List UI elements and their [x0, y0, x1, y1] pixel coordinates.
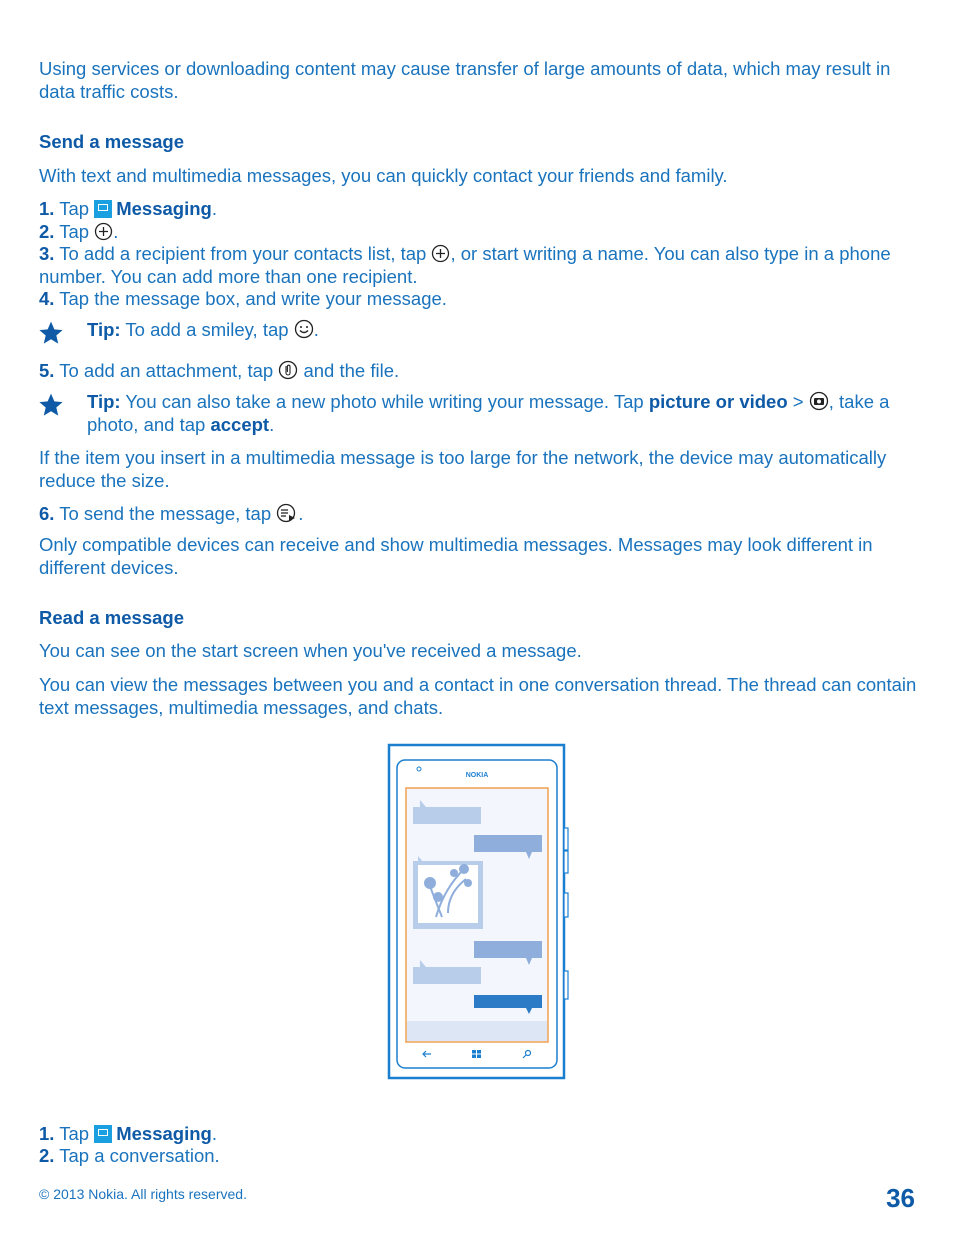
tip-text: > — [792, 391, 804, 412]
step-text: , or start writing a name. You can also type in a phone number. You can add more than one recipient. — [39, 243, 891, 287]
step-number: 2. — [39, 1145, 55, 1166]
camera-icon — [809, 391, 829, 411]
send-step-1 — [39, 198, 919, 221]
step-number: 2. — [39, 221, 55, 242]
send-step-4 — [39, 288, 919, 311]
tip-text: , take a photo, and tap — [87, 391, 890, 435]
step-text: To send the message, tap — [59, 503, 272, 524]
step-text: Tap — [59, 1123, 90, 1144]
step-text: . — [113, 221, 119, 242]
step-number: 5. — [39, 360, 55, 381]
smiley-icon — [294, 319, 314, 339]
step-text: To add a recipient from your contacts list, tap — [59, 243, 427, 264]
add-circle-icon — [431, 244, 450, 263]
send-step-5 — [39, 360, 919, 383]
send-heading: Send a message — [39, 131, 184, 152]
accept-label: accept — [210, 413, 270, 435]
messaging-label: Messaging — [116, 1123, 212, 1144]
step-number: 3. — [39, 243, 55, 264]
read-step-1 — [39, 1123, 919, 1146]
paperclip-icon — [278, 360, 298, 380]
tip-label: Tip: — [87, 391, 121, 412]
tip-smiley — [87, 319, 919, 342]
page-number: 36 — [886, 1183, 915, 1213]
read-paragraph-2: You can view the messages between you and a contact in one conversation thread. The thread can contain text messages, multimedia messages, and chats. — [39, 674, 917, 718]
step-text: Tap — [59, 221, 90, 242]
step-text: and the file. — [303, 360, 400, 381]
messaging-app-icon — [94, 200, 112, 218]
step-text: To add an attachment, tap — [59, 360, 274, 381]
read-step-2 — [39, 1145, 919, 1168]
read-heading: Read a message — [39, 607, 185, 628]
messaging-label: Messaging — [116, 198, 212, 219]
star-icon — [38, 320, 64, 346]
step-text: . — [211, 198, 217, 219]
tip-text: You can also take a new photo while writing your message. Tap — [125, 391, 644, 412]
step-number: 6. — [39, 503, 55, 524]
tip-text: . — [269, 413, 275, 435]
step-text: . — [298, 503, 304, 524]
step-number: 1. — [39, 1123, 55, 1144]
size-note: If the item you insert in a multimedia message is too large for the network, the device may automatically reduce the size. — [39, 447, 887, 491]
tip-label: Tip: — [87, 319, 121, 340]
step-number: 4. — [39, 288, 55, 309]
send-description: With text and multimedia messages, you can quickly contact your friends and family. — [39, 165, 728, 186]
step-text: Tap the message box, and write your message. — [59, 288, 447, 309]
step-text: Tap — [59, 198, 90, 219]
tip-text: To add a smiley, tap — [125, 319, 289, 340]
add-circle-icon — [94, 222, 113, 241]
step-text: . — [211, 1123, 217, 1144]
send-step-2 — [39, 221, 919, 244]
send-step-3 — [39, 243, 919, 288]
star-icon — [38, 392, 64, 418]
step-text: Tap a conversation. — [59, 1145, 220, 1166]
picture-or-video-label: picture or video — [648, 391, 788, 412]
tip-photo — [87, 391, 919, 436]
compat-note: Only compatible devices can receive and show multimedia messages. Messages may look different in different devices. — [39, 534, 873, 578]
phone-brand: NOKIA — [465, 772, 489, 779]
send-step-6 — [39, 503, 919, 526]
send-icon — [276, 503, 298, 523]
phone-illustration — [386, 743, 570, 1083]
intro-paragraph: Using services or downloading content may cause transfer of large amounts of data, which may result in data traffic costs. — [39, 58, 891, 102]
tip-text: . — [313, 319, 319, 340]
step-number: 1. — [39, 198, 55, 219]
messaging-app-icon — [94, 1125, 112, 1143]
copyright: © 2013 Nokia. All rights reserved. — [39, 1186, 247, 1202]
read-paragraph-1: You can see on the start screen when you've received a message. — [39, 640, 582, 661]
